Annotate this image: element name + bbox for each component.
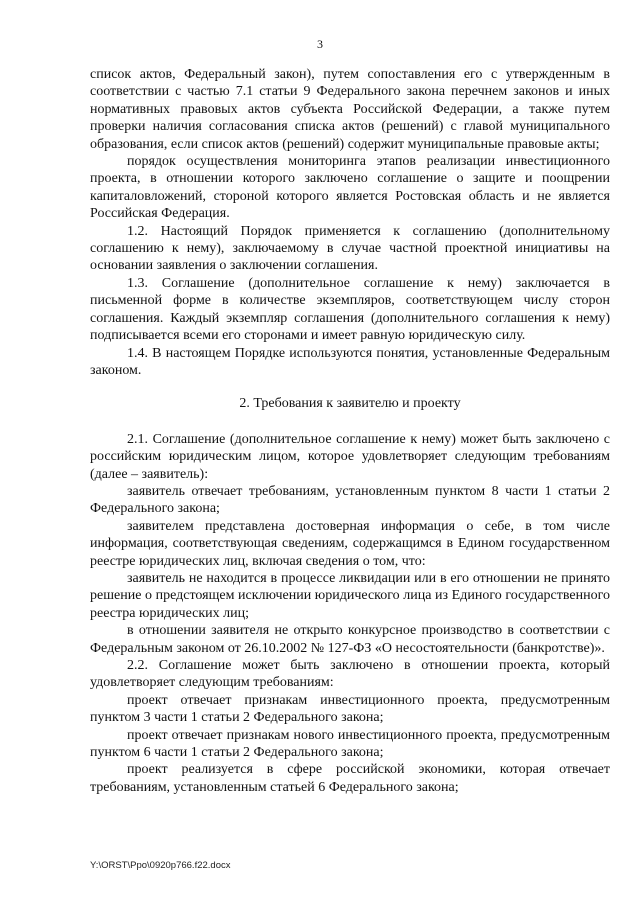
paragraph: в отношении заявителя не открыто конкурсное производство в соответствии с Федеральным законом от 26.10.2002 № 127-ФЗ «О несостоятельности (банкротстве)». bbox=[90, 623, 610, 656]
footer-file-path: Y:\ORST\Ppo\0920p766.f22.docx bbox=[90, 860, 231, 871]
paragraph: порядок осуществления мониторинга этапов реализации инвестиционного проекта, в отношении которого заключено соглашение о защите и поощрении капиталовложений, стороной которого является Ростовская область и не является Российская Федерация. bbox=[90, 154, 610, 222]
page-number: 3 bbox=[317, 37, 323, 51]
paragraph: 2.2. Соглашение может быть заключено в отношении проекта, который удовлетворяет следующим требованиям: bbox=[90, 658, 610, 691]
paragraph: проект отвечает признакам инвестиционного проекта, предусмотренным пунктом 3 части 1 статьи 2 Федерального закона; bbox=[90, 692, 610, 726]
paragraph: проект отвечает признакам нового инвестиционного проекта, предусмотренным пунктом 6 части 1 статьи 2 Федерального закона; bbox=[90, 727, 610, 761]
paragraph: список актов, Федеральный закон), путем сопоставления его с утвержденным в соответствии с частью 7.1 статьи 9 Федерального закона перечнем законов и иных нормативных правовых актов субъекта Российской Федерации, а также путем проверки наличия согласования списка актов (решений) с главой муниципального образования, если список актов (решений) содержит муниципальные правовые акты; bbox=[90, 67, 610, 152]
paragraph: заявитель не находится в процессе ликвидации или в его отношении не принято решение о предстоящем исключении юридического лица из Единого государственного реестра юридических лиц; bbox=[90, 570, 610, 621]
paragraph: 1.3. Соглашение (дополнительное соглашение к нему) заключается в письменной форме в количестве экземпляров, соответствующем числу сторон соглашения. Каждый экземпляр соглашения (дополнительного соглашения к нему) подписывается всеми его сторонами и имеет равную юридическую силу. bbox=[90, 275, 610, 344]
paragraph: 2.1. Соглашение (дополнительное соглашение к нему) может быть заключено с российским юридическим лицом, которое удовлетворяет следующим требованиям (далее – заявитель): bbox=[90, 431, 610, 482]
paragraph: заявителем представлена достоверная информация о себе, в том числе информация, соответствующая сведениям, содержащимся в Едином государственном реестре юридических лиц, включая сведения о том, что: bbox=[90, 518, 610, 569]
paragraph: 1.4. В настоящем Порядке используются понятия, установленные Федеральным законом. bbox=[90, 345, 610, 378]
paragraph: проект реализуется в сфере российской экономики, которая отвечает требованиям, установленным статьей 6 Федерального закона; bbox=[90, 762, 610, 795]
document-body bbox=[90, 66, 610, 796]
paragraph: заявитель отвечает требованиям, установленным пунктом 8 части 1 статьи 2 Федерального закона; bbox=[90, 483, 610, 517]
paragraph: 1.2. Настоящий Порядок применяется к соглашению (дополнительному соглашению к нему), заключаемому в случае частной проектной инициативы на основании заявления о заключении соглашения. bbox=[90, 223, 610, 274]
section-heading: 2. Требования к заявителю и проекту bbox=[239, 396, 461, 412]
